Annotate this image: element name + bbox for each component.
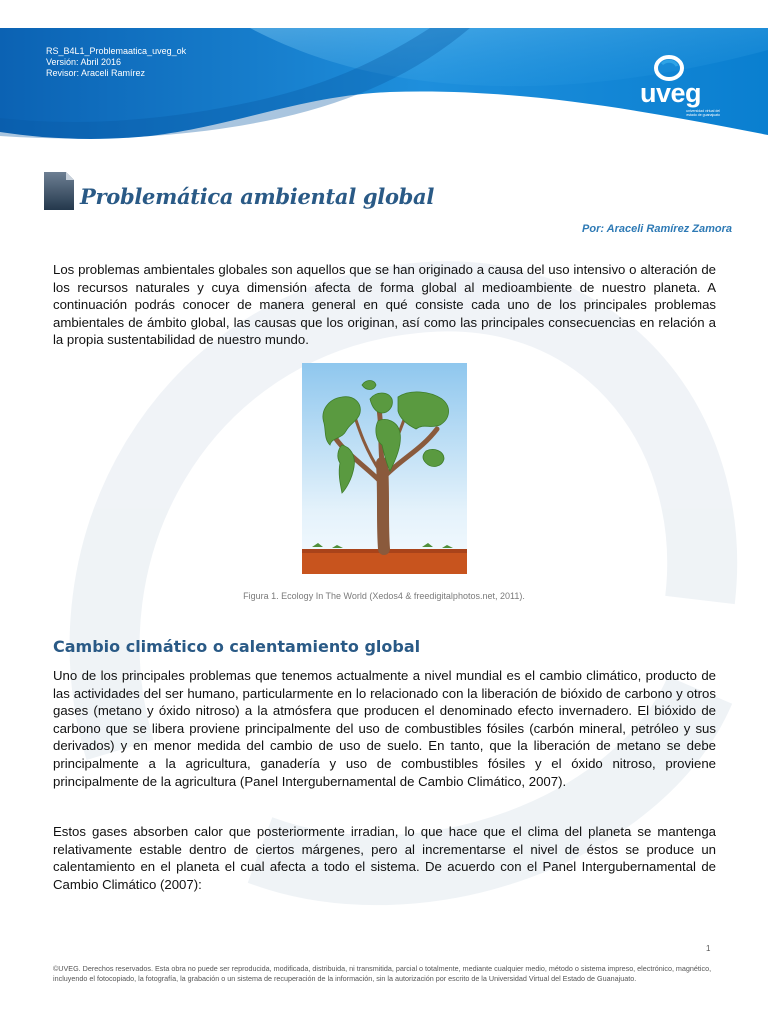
climate-paragraph: Uno de los principales problemas que tenemos actualmente a nivel mundial es el cambio climático, producto de las actividades del ser humano, particularmente en lo relacionado con la liberación de bióxido de carbono y otros gases (metano y óxido nitroso) a la atmósfera que producen el denominado efecto invernadero. El bióxido de carbono que se libera proviene principalmente del uso de combustibles fósiles (carbón mineral, petróleo y sus derivados) y en menor medida del cambio de uso de suelo. En tanto, que la liberación de metano se debe principalmente a la agricultura, ganadería y uso de combustibles fósiles y el óxido nitroso, proviene principalmente de la agricultura (Panel Intergubernamental de Cambio Climático, 2007). xyxy=(53,668,716,789)
intro-paragraph: Los problemas ambientales globales son aquellos que se han originado a causa del uso intensivo o alteración de los recursos naturales y cuya dimensión afecta de forma global al medioambiente de nuestro planeta. A continuación podrás conocer de manera general en qué consiste cada uno de los principales problemas ambientales de ámbito global, las causas que los originan, así como las principales consecuencias en relación a la propia sustentabilidad de nuestro mundo. xyxy=(53,262,716,348)
logo-tagline: universidad virtual del estado de guanajuato xyxy=(686,109,720,117)
greenhouse-paragraph: Estos gases absorben calor que posteriormente irradian, lo que hace que el clima del planeta se mantenga relativamente estable dentro de ciertos márgenes, pero al incrementarse el nivel de éstos se produce un calentamiento en el planeta el cual afecta a todo el sistema. De acuerdo con el Panel Intergubernamental de Cambio Climático (2007): xyxy=(53,824,716,892)
document-metadata xyxy=(46,46,186,79)
author-byline: Por: Araceli Ramírez Zamora xyxy=(582,223,732,235)
page-title: Problemática ambiental global xyxy=(80,184,435,209)
section-heading: Cambio climático o calentamiento global xyxy=(53,637,421,656)
copyright-notice: ©UVEG. Derechos reservados. Esta obra no puede ser reproducida, modificada, distribuida, ni transmitida, parcial o totalmente, mediante cualquier medio, método o sistema impreso, electrónico, magnético, incluyendo el fotocopiado, la fotografía, la grabación o un sistema de recuperación de la información, sin la autorización por escrito de la Universidad Virtual del Estado de Guanajuato. xyxy=(53,964,712,983)
tree-world-map-illustration xyxy=(302,363,467,574)
document-code: RS_B4L1_Problemaatica_uveg_ok xyxy=(46,46,187,56)
figure-caption: Figura 1. Ecology In The World (Xedos4 & freedigitalphotos.net, 2011). xyxy=(243,591,525,601)
logo-wordmark: uveg xyxy=(640,78,702,108)
document-icon xyxy=(44,172,74,210)
document-version: Versión: Abril 2016 xyxy=(46,57,122,67)
page-number: 1 xyxy=(706,944,711,953)
document-reviewer: Revisor: Araceli Ramírez xyxy=(46,68,146,78)
